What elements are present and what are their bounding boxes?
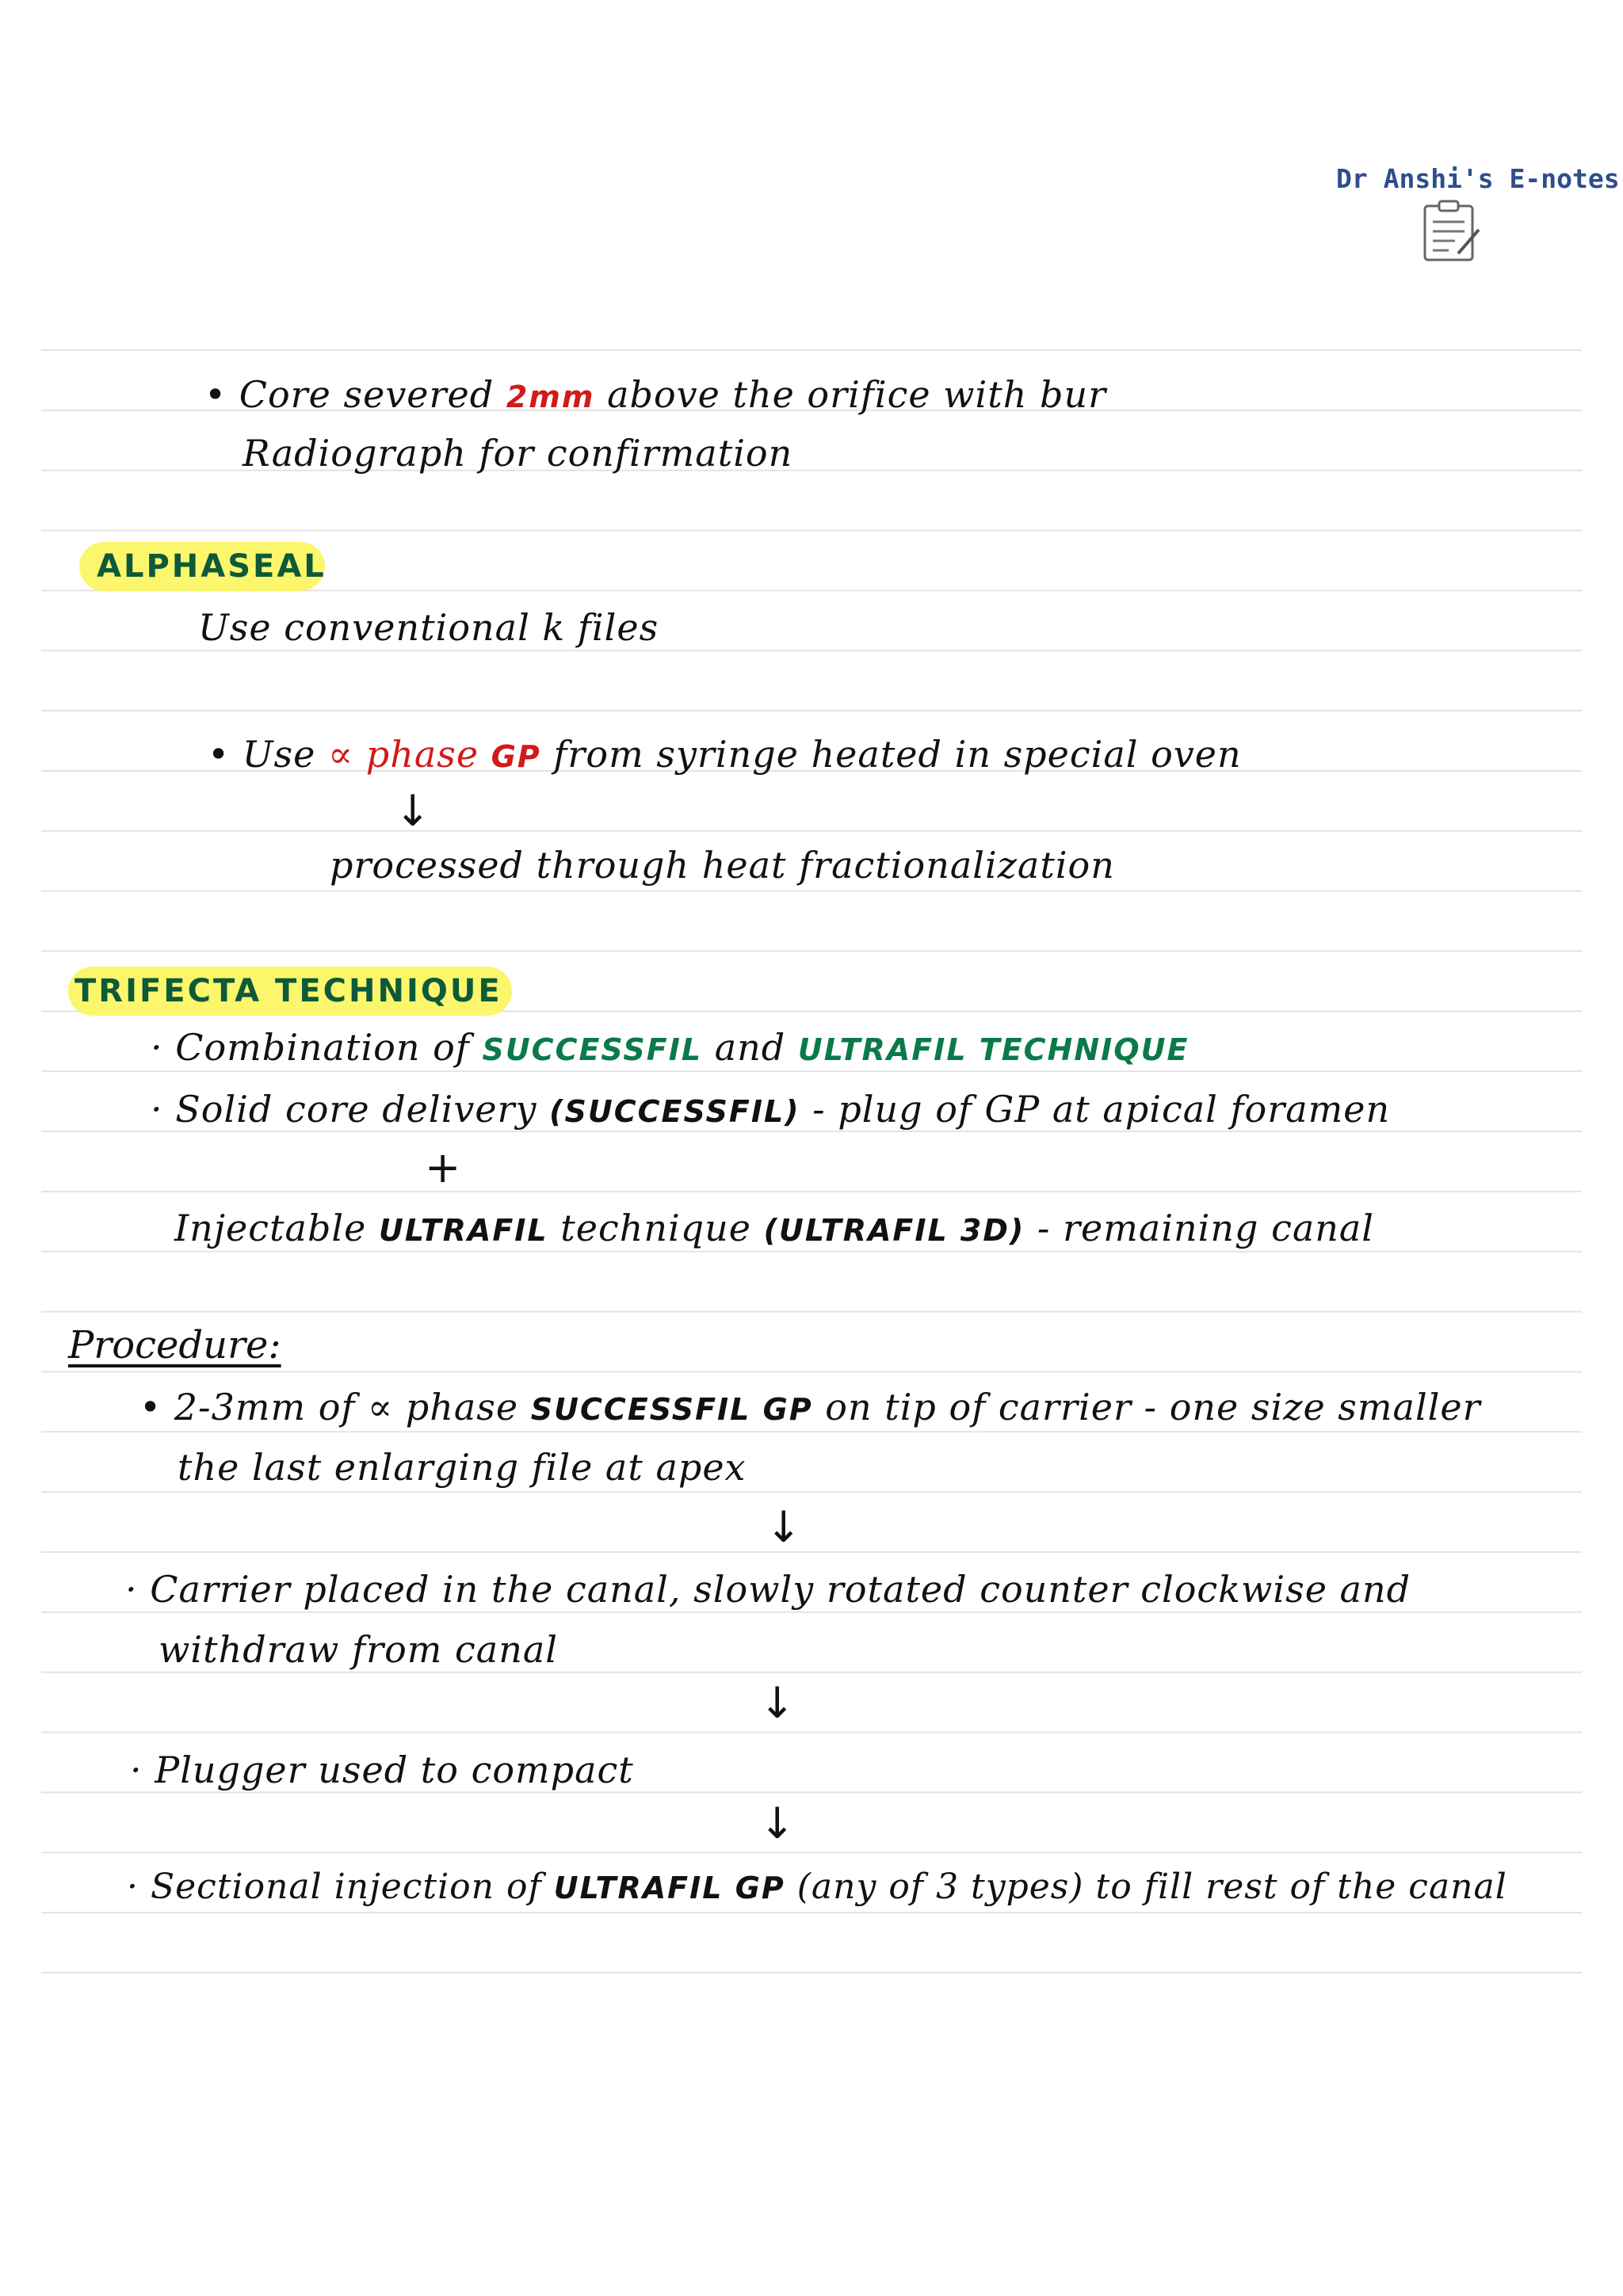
alphaseal-bullet-post: from syringe heated in special oven [553, 733, 1242, 776]
procedure-title: Procedure: [68, 1323, 281, 1367]
bullet: · [127, 1867, 139, 1907]
alphaseal-title: ALPHASEAL [97, 548, 327, 585]
core-line-1-post: above the orifice with bur [607, 373, 1107, 416]
procedure-step-3 [130, 1746, 634, 1794]
procedure-step-4 [127, 1863, 1507, 1912]
alphaseal-bullet-line [208, 730, 1242, 780]
down-arrow-icon: ↓ [759, 1798, 796, 1848]
successfil-label: SUCCESSFIL [482, 1032, 703, 1067]
trifecta-title: TRIFECTA TECHNIQUE [74, 973, 502, 1009]
bullet: · [125, 1568, 138, 1611]
ultrafil-caps-1: ULTRAFIL [378, 1213, 548, 1248]
trifecta-line-3-pre: Injectable [174, 1207, 367, 1249]
plus-sign: + [425, 1142, 461, 1192]
core-line-2: Radiograph for confirmation [242, 432, 793, 475]
alpha-phase-highlight: ∝ phase [328, 733, 479, 776]
bullet: • [204, 373, 227, 416]
trifecta-line-2-pre: Solid core delivery [175, 1088, 537, 1131]
procedure-step-4-pre: Sectional injection of [151, 1867, 542, 1907]
brand-title: Dr Anshi's E-notes [1336, 163, 1620, 194]
ultrafil-3d-caps: (ULTRAFIL 3D) [763, 1213, 1025, 1248]
procedure-step-1-pre: 2-3mm of ∝ phase [174, 1386, 519, 1428]
trifecta-line-2-post: - plug of GP at apical foramen [812, 1088, 1391, 1131]
alphaseal-line-1: Use conventional k files [198, 606, 659, 649]
down-arrow-icon: ↓ [395, 786, 431, 836]
bullet: · [151, 1026, 163, 1069]
bullet: · [130, 1749, 143, 1791]
alphaseal-line-3: processed through heat fractionalization [330, 844, 1115, 887]
procedure-step-1-post: on tip of carrier - one size smaller [825, 1386, 1481, 1428]
bullet: • [208, 733, 231, 776]
procedure-step-1-line-2: the last enlarging file at apex [178, 1446, 747, 1489]
procedure-step-3-text: Plugger used to compact [155, 1749, 634, 1791]
trifecta-line-3 [174, 1204, 1374, 1254]
bullet: · [151, 1088, 163, 1131]
ultrafil-technique-label: ULTRAFIL TECHNIQUE [797, 1032, 1190, 1067]
trifecta-line-1-pre: Combination of [175, 1026, 470, 1069]
trifecta-line-2 [151, 1085, 1390, 1135]
trifecta-line-1-mid: and [714, 1026, 786, 1069]
trifecta-line-3-mid: technique [560, 1207, 752, 1249]
ultrafil-gp-caps: ULTRAFIL GP [553, 1871, 785, 1905]
down-arrow-icon: ↓ [766, 1502, 802, 1552]
successfil-gp-caps: SUCCESSFIL GP [530, 1392, 813, 1427]
core-highlight-value: 2mm [506, 379, 595, 414]
procedure-step-2 [125, 1566, 1411, 1613]
trifecta-line-3-post: - remaining canal [1037, 1207, 1375, 1249]
clipboard-notes-icon [1419, 198, 1482, 265]
down-arrow-icon: ↓ [759, 1678, 796, 1728]
procedure-step-1 [139, 1383, 1481, 1433]
alphaseal-bullet-pre: Use [242, 733, 316, 776]
procedure-step-2-text: Carrier placed in the canal, slowly rotated counter clockwise and [150, 1568, 1411, 1611]
procedure-step-2-line-2: withdraw from canal [158, 1628, 558, 1671]
successfil-caps: (SUCCESSFIL) [549, 1094, 800, 1129]
trifecta-line-1 [151, 1024, 1189, 1074]
core-line-1-pre: Core severed [239, 373, 495, 416]
gp-highlight: GP [491, 739, 541, 774]
bullet: • [139, 1386, 162, 1428]
procedure-step-4-post: (any of 3 types) to fill rest of the canal [796, 1867, 1507, 1907]
core-line-1 [204, 371, 1106, 421]
